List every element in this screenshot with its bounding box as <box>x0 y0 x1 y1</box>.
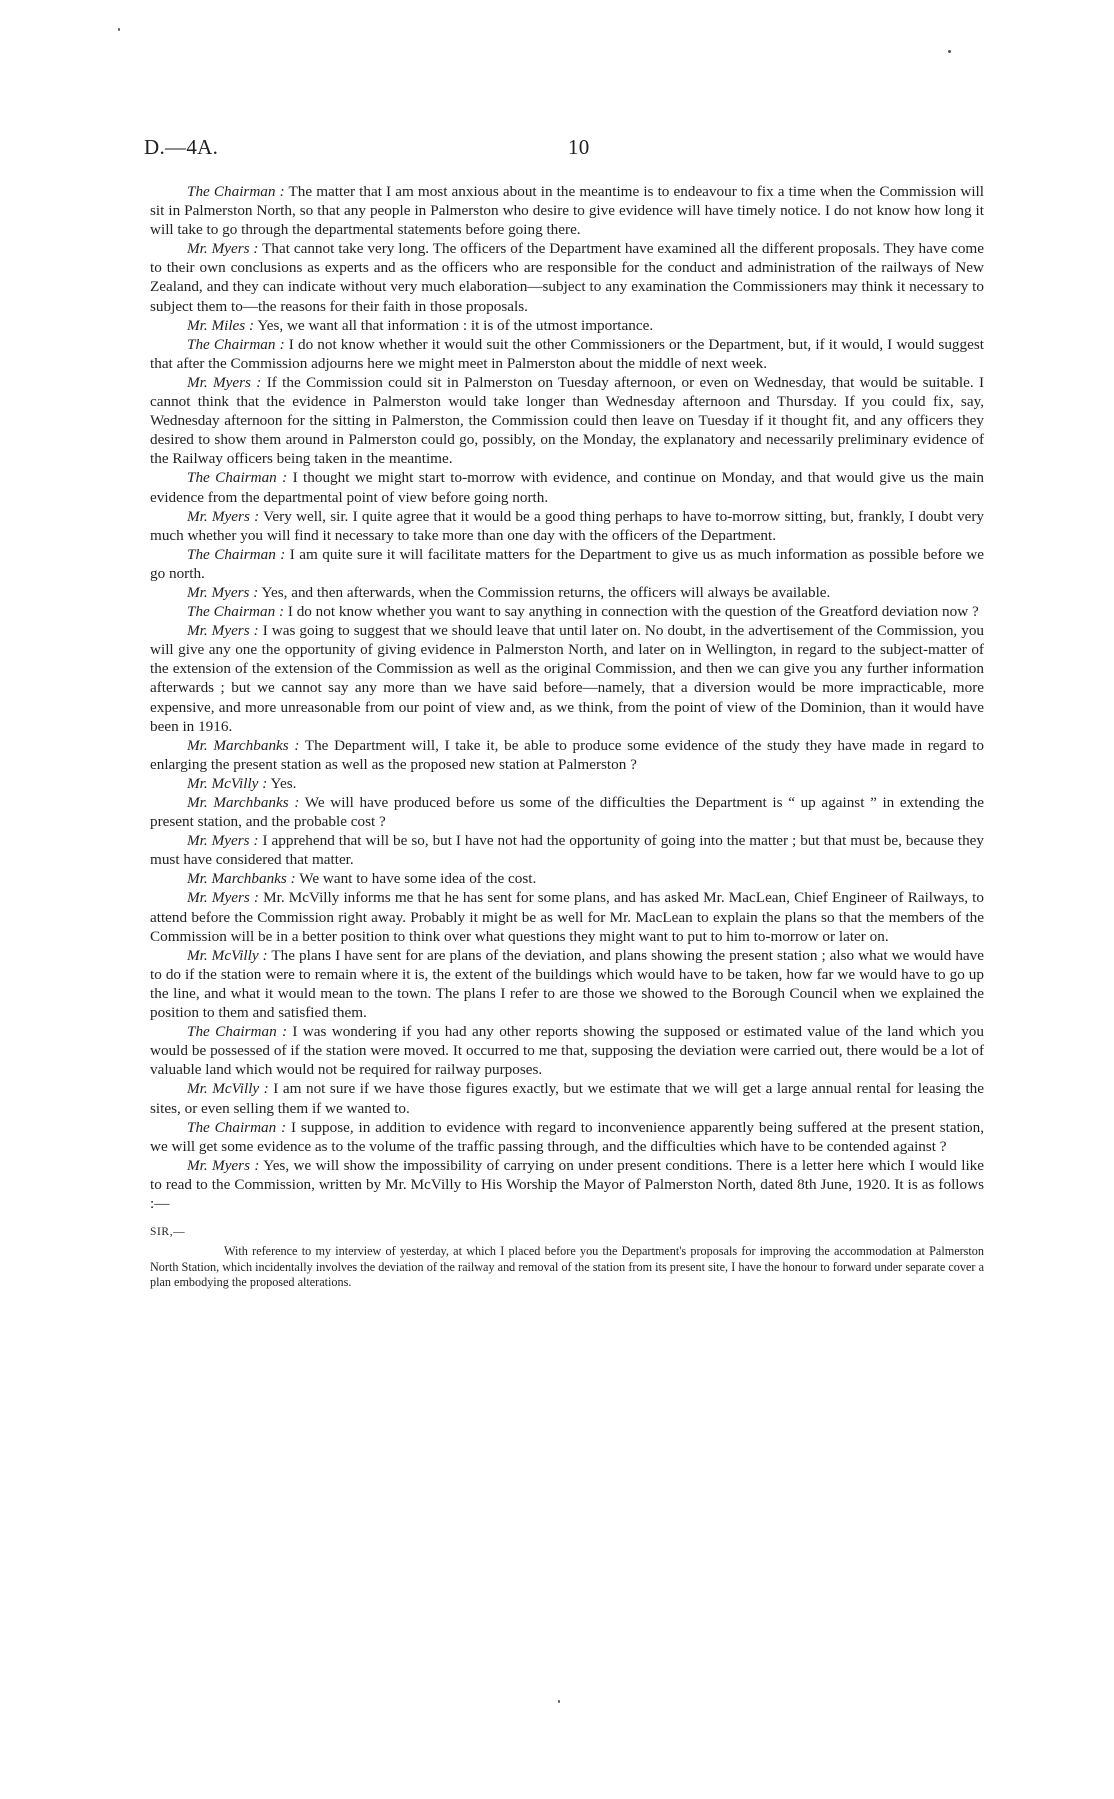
speaker-name: The Chairman : <box>187 603 285 621</box>
speech-text: I am quite sure it will facilitate matters for the Department to give us as much information as possible before we go north. <box>150 545 985 582</box>
speaker-name: Mr. Myers : <box>187 832 259 850</box>
speaker-name: The Chairman : <box>187 469 288 487</box>
speaker-name: Mr. Miles : <box>187 316 255 334</box>
paragraph <box>150 774 984 793</box>
speech-text: I was wondering if you had any other reports showing the supposed or estimated value of the land which you would be possessed of if the station were moved. It occurred to me that, supposing the deviation were carried out, there would be a lot of valuable land which would not be required for railway purposes. <box>150 1023 984 1079</box>
paragraph <box>150 583 984 602</box>
speaker-name: Mr. McVilly : <box>187 774 268 792</box>
speaker-name: Mr. McVilly : <box>187 1080 269 1098</box>
speech-text: Yes, we want all that information : it is of the utmost importance. <box>257 316 654 334</box>
speaker-name: Mr. Myers : <box>187 507 260 525</box>
paragraph <box>150 507 984 545</box>
speech-text: We want to have some idea of the cost. <box>299 870 537 888</box>
speech-text: Mr. McVilly informs me that he has sent for some plans, and has asked Mr. MacLean, Chief Engineer of Railways, to attend before the Commission right away. Probably it might be as well for Mr. MacLean to explain the plans so that the members of the Commission will be in a better position to think over what questions they might want to put to him to-morrow or later on. <box>150 889 984 945</box>
paragraph <box>150 335 984 373</box>
speaker-name: Mr. Marchbanks : <box>187 870 296 888</box>
speech-text: Yes. <box>270 774 297 792</box>
paragraph <box>150 831 984 869</box>
speaker-name: Mr. Myers : <box>187 889 259 907</box>
speaker-name: Mr. Myers : <box>187 583 259 601</box>
paragraph <box>150 182 984 239</box>
paragraph <box>150 1079 984 1117</box>
speech-text: Very well, sir. I quite agree that it would be a good thing perhaps to have to-morrow sitting, but, frankly, I doubt very much whether you will find it necessary to take more than one day with the officers of the Department. <box>150 507 985 544</box>
speech-text: I am not sure if we have those figures exactly, but we estimate that we will get a large annual rental for leasing the sites, or even selling them if we wanted to. <box>150 1080 984 1117</box>
speaker-name: Mr. Myers : <box>187 240 259 258</box>
paragraph <box>150 946 984 1022</box>
paragraph <box>150 373 984 468</box>
speech-text: Yes, and then afterwards, when the Commission returns, the officers will always be available. <box>261 583 831 601</box>
letter-body: With reference to my interview of yesterday, at which I placed before you the Department's proposals for improving the accommodation at Palmerston North Station, which incidentally involves the deviation of the railway and removal of the station from its present site, I have the honour to forward under separate cover a plan embodying the proposed alterations. <box>150 1244 984 1290</box>
speaker-name: Mr. Marchbanks : <box>187 794 300 811</box>
paragraph <box>150 602 984 621</box>
paragraph <box>150 545 984 583</box>
speech-text: The plans I have sent for are plans of the deviation, and plans showing the present station ; also what we would have to do if the station were to remain where it is, the extent of the buildings which would have to be taken, how far we would have to go up the line, and what it would mean to the town. The plans I refer to are those we showed to the Borough Council when we explained the position to them and satisfied them. <box>150 946 984 1022</box>
speaker-name: Mr. Myers : <box>187 622 259 640</box>
document-reference: D.—4A. <box>144 135 219 159</box>
scan-speck <box>558 1700 560 1703</box>
speaker-name: Mr. McVilly : <box>187 946 268 964</box>
paragraph <box>150 239 984 315</box>
paragraph <box>150 1118 984 1156</box>
paragraph <box>150 736 984 774</box>
speech-text: We will have produced before us some of the difficulties the Department is “ up against ” in extending the present station, and the probable cost ? <box>150 794 984 831</box>
speaker-name: Mr. Marchbanks : <box>187 736 300 754</box>
speech-text: The Department will, I take it, be able to produce some evidence of the study they have made in regard to enlarging the present station as well as the proposed new station at Palmerston ? <box>150 736 984 773</box>
page-number: 10 <box>568 135 590 159</box>
speaker-name: The Chairman : <box>187 183 285 200</box>
speech-text: I was going to suggest that we should leave that until later on. No doubt, in the advertisement of the Commission, you will give any one the opportunity of giving evidence in Palmerston North, and later on in Wellington, in regard to the subject-matter of the extension of the extension of the Commission as well as the original Commission, and then we can give you any further information afterwards ; but we cannot say any more than we have said before—namely, that a diversion would be more impracticable, more expensive, and more unreasonable from our point of view and, as we think, from the point of view of the Dominion, than it would have been in 1916. <box>150 622 985 735</box>
speaker-name: The Chairman : <box>187 545 286 563</box>
speaker-name: The Chairman : <box>187 1118 287 1136</box>
speaker-name: The Chairman : <box>187 1023 288 1041</box>
letter-salutation: SIR,— <box>150 1226 186 1239</box>
speech-text: Yes, we will show the impossibility of carrying on under present conditions. There is a letter here which I would like to read to the Commission, written by Mr. McVilly to His Worship the Mayor of Palmerston North, dated 8th June, 1920. It is as follows :— <box>150 1156 985 1212</box>
paragraph <box>150 793 984 831</box>
paragraph <box>150 1022 984 1079</box>
paragraph <box>150 468 984 506</box>
speech-text: I do not know whether it would suit the other Commissioners or the Department, but, if it would, I would suggest that after the Commission adjourns here we might meet in Palmerston about the middle of next week. <box>150 335 984 372</box>
speech-text: I thought we might start to-morrow with evidence, and continue on Monday, and that would give us the main evidence from the departmental point of view before going north. <box>150 469 984 506</box>
page-header <box>144 135 982 165</box>
speech-text: I do not know whether you want to say anything in connection with the question of the Greatford deviation now ? <box>287 603 979 621</box>
speaker-name: Mr. Myers : <box>187 1156 260 1174</box>
paragraph <box>150 869 984 888</box>
speech-text: The matter that I am most anxious about in the meantime is to endeavour to fix a time when the Commission will sit in Palmerston North, so that any people in Palmerston who desire to give evidence will have timely notice. I do not know how long it will take to go through the departmental statements before going there. <box>150 183 984 239</box>
speaker-name: Mr. Myers : <box>187 373 262 391</box>
speech-text: That cannot take very long. The officers of the Department have examined all the different proposals. They have come to their own conclusions as experts and as the officers who are responsible for the conduct and administration of the railways of New Zealand, and they can indicate without very much elaboration—subject to any examination the Commissioners may think it necessary to subject them to—the reasons for their faith in those proposals. <box>150 240 984 315</box>
speaker-name: The Chairman : <box>187 335 285 353</box>
paragraph <box>150 621 984 736</box>
speech-text: I apprehend that will be so, but I have not had the opportunity of going into the matter ; but that must be, because they must have considered that matter. <box>150 832 985 869</box>
paragraph <box>150 888 984 945</box>
paragraph <box>150 1156 984 1213</box>
speech-text: If the Commission could sit in Palmerston on Tuesday afternoon, or even on Wednesday, that would be suitable. I cannot think that the evidence in Palmerston would take longer than Wednesday afternoon and Thursday. If you could fix, say, Wednesday afternoon for the sitting in Palmerston, the Commission could then leave on Tuesday if it thought fit, and any officers they desired to show them around in Palmerston could go, possibly, on the Monday, the explanatory and necessarily preliminary evidence of the Railway officers being taken in the meantime. <box>150 373 985 468</box>
scan-speck <box>118 28 120 31</box>
document-body <box>150 182 984 1291</box>
speech-text: I suppose, in addition to evidence with regard to inconvenience apparently being suffered at the present station, we will get some evidence as to the volume of the traffic passing through, and the difficulties which have to be contended against ? <box>150 1118 984 1155</box>
paragraph <box>150 316 984 335</box>
scan-speck <box>948 50 951 53</box>
